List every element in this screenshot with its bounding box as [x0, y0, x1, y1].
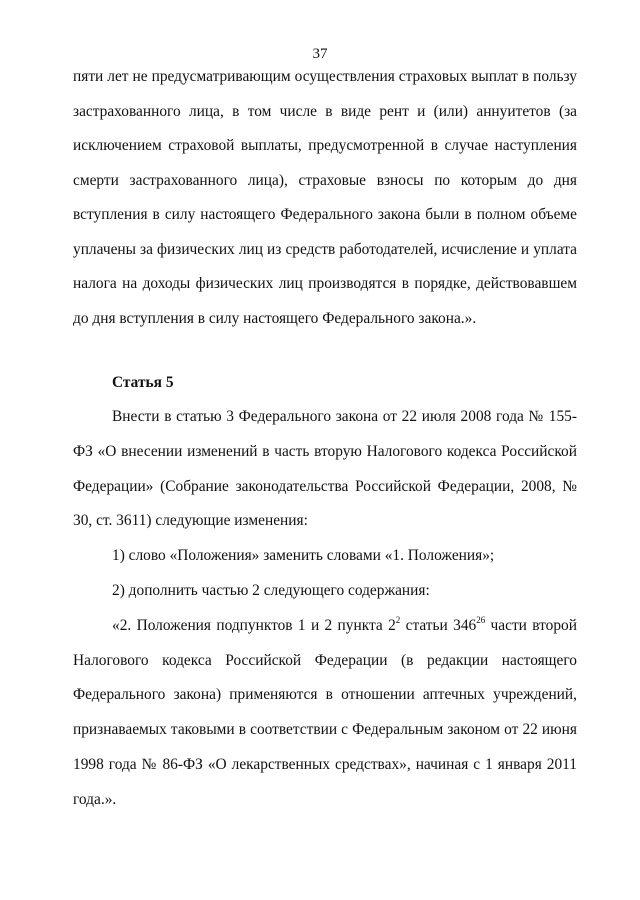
quote-text-b: статьи 346	[400, 616, 477, 634]
amendment-item-2: 2) дополнить частью 2 следующего содержания:	[112, 581, 430, 599]
continuation-paragraph: пяти лет не предусматривающим осуществления страховых выплат в пользу застрахованного лица, в том числе в виде рент и (или) аннуитетов (за исключением страховой выплаты, предусмотренной в случае наступления смерти застрахованного лица), страховые взносы по которым до дня вступления в силу настоящего Федерального закона были в полном объеме уплачены за физических лиц из средств работодателей, исчисление и уплата налога на доходы физических лиц производятся в порядке, действовавшем до дня вступления в силу настоящего Федерального закона.».	[73, 68, 577, 327]
amendment-item-1: 1) слово «Положения» заменить словами «1. Положения»;	[112, 547, 495, 565]
article-heading: Статья 5	[112, 374, 174, 391]
quote-text-c: части второй Налогового кодекса Российской Федерации (в редакции настоящего Федерального закона) применяются в отношении аптечных учреждений, признаваемых таковыми в соответствии с Федеральным законом от 22 июня 1998 года № 86-ФЗ «О лекарственных средствах», начиная с 1 января 2011 года.».	[73, 616, 577, 808]
quote-superscript-2: 26	[476, 614, 486, 625]
article-intro-paragraph: Внести в статью 3 Федерального закона от 22 июля 2008 года № 155-ФЗ «О внесении изменений в часть вторую Налогового кодекса Российской Федерации» (Собрание законодательства Российской Федерации, 2008, № 30, ст. 3611) следующие изменения:	[73, 408, 577, 530]
quoted-amendment-paragraph	[73, 609, 577, 818]
quote-text-a: «2. Положения подпунктов 1 и 2 пункта 2	[112, 616, 396, 634]
continuation-block	[73, 60, 577, 336]
quote-superscript-1: 2	[395, 614, 401, 625]
page-number: 37	[312, 46, 328, 62]
article-body	[73, 400, 577, 818]
